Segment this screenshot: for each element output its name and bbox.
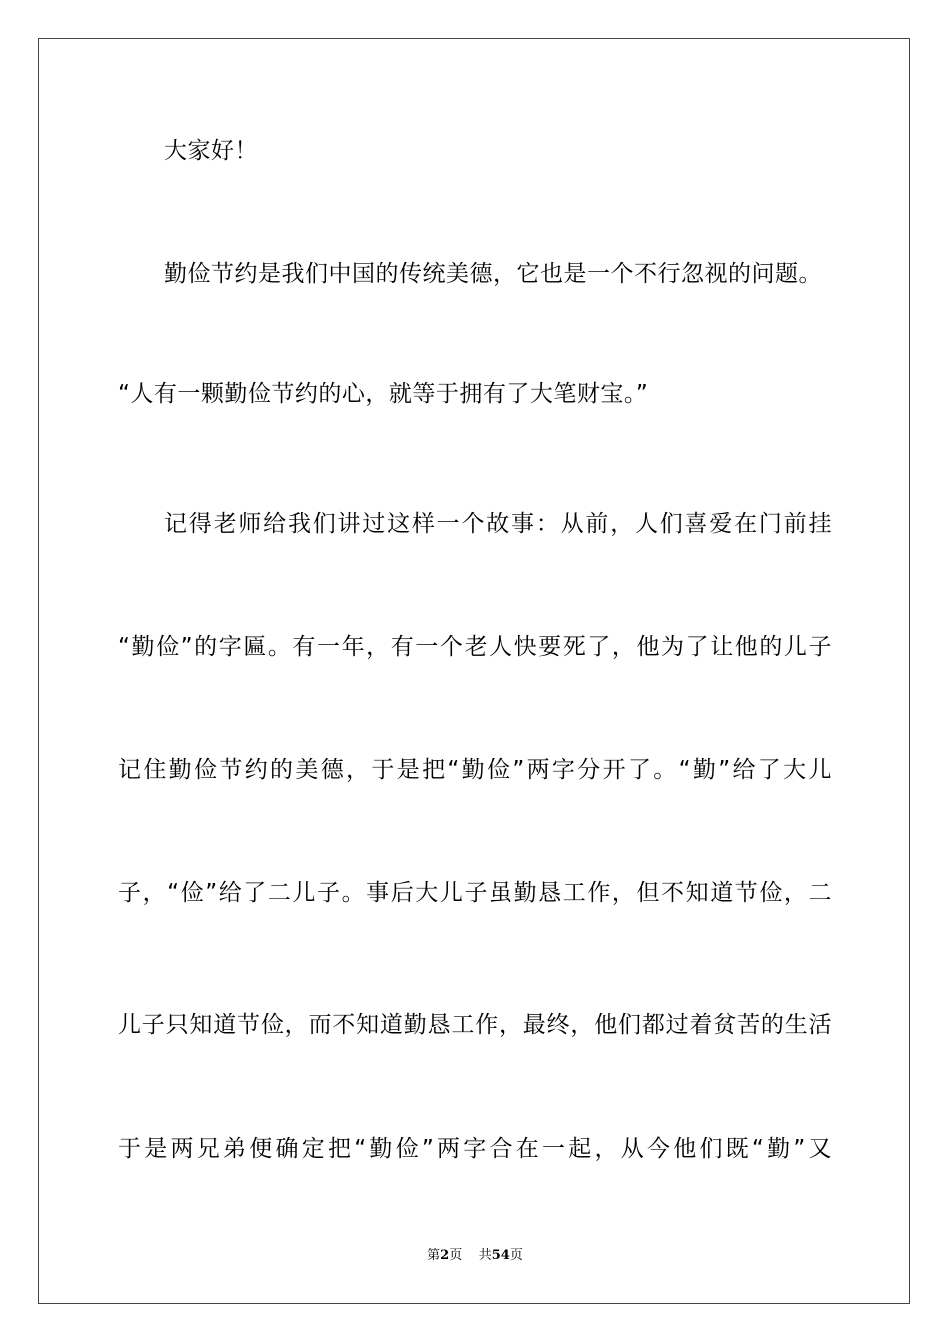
total-suffix: 页 xyxy=(509,1248,523,1263)
text-line-greeting: 大家好！ xyxy=(164,138,258,164)
page-number: 2 xyxy=(440,1248,450,1263)
text-line-quote: “人有一颗勤俭节约的心，就等于拥有了大笔财宝。” xyxy=(118,381,649,407)
text-line-story-2: “勤俭”的字匾。有一年，有一个老人快要死了，他为了让他的儿子 xyxy=(118,634,832,660)
text-line-story-3: 记住勤俭节约的美德，于是把“勤俭”两字分开了。“勤”给了大儿 xyxy=(118,757,832,783)
text-line-story-1: 记得老师给我们讲过这样一个故事：从前，人们喜爱在门前挂 xyxy=(164,511,832,537)
page-frame xyxy=(38,38,910,1304)
total-pages: 54 xyxy=(491,1248,510,1263)
text-line-story-4: 子，“俭”给了二儿子。事后大儿子虽勤恳工作，但不知道节俭，二 xyxy=(118,880,832,906)
text-line-paragraph-1: 勤俭节约是我们中国的传统美德，它也是一个不行忽视的问题。 xyxy=(164,261,822,287)
page-suffix: 页 xyxy=(449,1248,463,1263)
text-line-story-5: 儿子只知道节俭，而不知道勤恳工作，最终，他们都过着贫苦的生活 xyxy=(118,1012,832,1038)
page-prefix: 第 xyxy=(427,1248,441,1263)
page-footer xyxy=(0,1247,950,1265)
text-line-story-6: 于是两兄弟便确定把“勤俭”两字合在一起，从今他们既“勤”又 xyxy=(118,1136,832,1162)
total-prefix: 共 xyxy=(478,1248,492,1263)
